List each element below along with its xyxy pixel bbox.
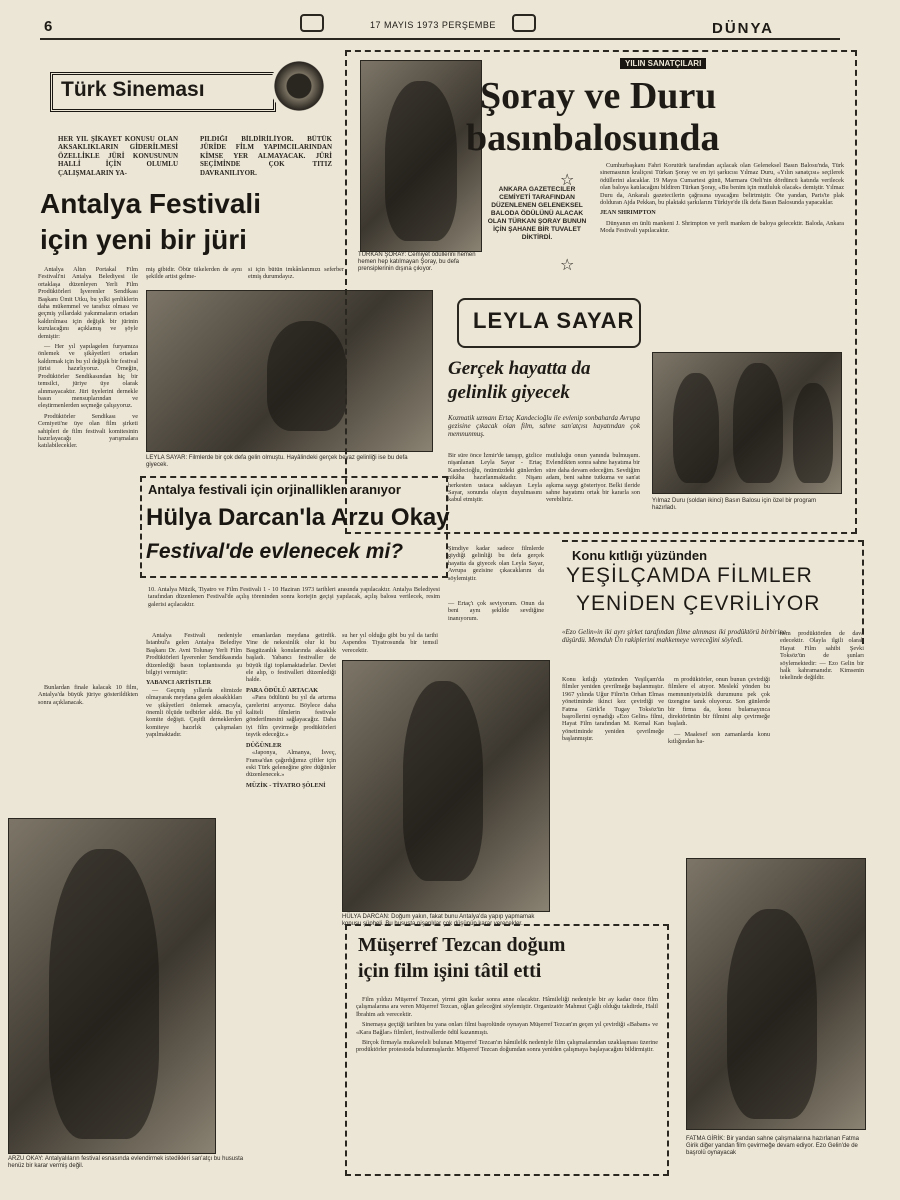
turk-sinemasi-logo: Türk Sineması	[50, 72, 276, 112]
hulya-arzu-lead: 10. Antalya Müzik, Tiyatro ve Film Festivali 1 - 10 Haziran 1973 tarihleri arasında yapılacaktır. Antalya Belediyesi tarafından düzenlenen Festival'de açılış töreninden sonra kortejin geçişi yapılacak, açılış balosu verilecek, resim galerisi açılacaktır.	[148, 586, 440, 608]
turkan-soray-photo	[360, 60, 482, 252]
soray-duru-deck: ANKARA GAZETECİLER CEMİYETİ TARAFINDAN DÜZENLENEN GELENEKSEL BALODA ÖDÜLÜNÜ ALACAK OLAN TÜRKAN ŞORAY BUNUN İÇİN ŞAHANE BİR TUVALET DİKTİRDİ.	[487, 186, 587, 241]
hulya-arzu-column-3: su her yıl olduğu gibi bu yıl da tarihi Aspendos Tiyatrosunda bir temsil verecektir.	[342, 632, 438, 654]
star-icon: ☆	[560, 172, 575, 189]
hulya-arzu-column-2: emanlardan meydana getirdik. Yine de nekesinlik olur ki bu Başgüzanlık konularında aksaklık başladı. Yabancı festivaller de büyük ilgi toplamaktadırlar. Devlet ele alıp, o festivalleri düzenlediği halde. PARA ÖDÜLÜ ARTACAK «Para ödülünü bu yıl da artırma çarelerini arıyoruz. Böylece daha kaliteli filmlerin festivale gönderilmesini sağlayacağız. Daha iyi film çevirmeğe prodüktörleri teşvik edeceğiz.» DÜĞÜNLER «Japonya, Almanya, İsveç, Fransa'dan çağırdığımız çiftler için eski Türk geleneğine göre düğünler düzenlenecek.» MÜZİK - TİYATRO ŞÖLENİ	[246, 632, 336, 789]
hulya-arzu-headline-1: Hülya Darcan'la Arzu Okay	[146, 504, 450, 531]
soray-duru-headline-2: basınbalosunda	[466, 117, 720, 159]
konu-kitligi-headline-2: YENİDEN ÇEVRİLİYOR	[576, 592, 821, 615]
paper-emblem-icon	[300, 14, 324, 32]
konu-kitligi-column-2: m prodüktörler, onun bunun çevirdiği filmlere el atıyor. Meslekî yönden bu memnuniyetsizlik durumunu pek çok üzengine tanık oluyoruz. Son günlerde bir firma da, konu bulamayınca direktörünün bir filmini alıp çevirmeğe başladı. — Maalesef son zamanlarda konu kıtlığından ha-	[668, 676, 770, 746]
leyla-sayar-headline-2: gelinlik giyecek	[448, 382, 570, 403]
fatma-girik-photo	[686, 858, 866, 1130]
antalya-jury-headline-2: için yeni bir jüri	[40, 224, 247, 255]
turk-sinemasi-intro-left: HER YIL ŞİKAYET KONUSU OLAN AKSAKLIKLARIN GİDERİLMESİ ÖZELLİKLE JÜRİ KONUSUNUN HALLİ İÇİN OLUMLU ÇALIŞMALARIN YA-	[58, 135, 178, 177]
konu-kitligi-lead: «Ezo Gelin»in iki ayrı şirket tarafından filme alınması iki prodüktörü birbirine düşürdü. Memduh Ün rakiplerini mahkemeye vereceğini söyledi.	[562, 628, 786, 645]
leyla-sayar-logo: LEYLA SAYAR	[457, 298, 641, 348]
hulya-arzu-column-1: Antalya Festivali nedeniyle İstanbul'a gelen Antalya Belediye Başkanı Dr. Avni Tolunay Yerli Film Prodüktörleri İşverenler Sendikasında düzenlediği basın toplantısında şu bilgiyi vermiştir: YABANCI ARTİSTLER — Geçmiş yıllarda elimizde olmayarak meydana gelen aksaklıkları ve şikâyetleri önlemek amacıyla, önemli ölçüde tedbirler aldık. Bu yıl komite değişti. Çeşitli derneklerden komiteye hazırlık çalışmaları yapılmaktadır.	[146, 632, 242, 739]
hulya-arzu-headline-2: Festival'de evlenecek mi?	[146, 540, 404, 563]
konu-kitligi-column-1: Konu kıtlığı yüzünden Yeşilçam'da filmler yeniden çevrilmeğe başlanmıştır. 1967 yılında Uğur Film'in Orhan Elmas yönetiminde ikinci kez çevirdiği ve Fatma Girik'le Tugay Toksöz'ün başrollerini oynadığı «Ezo Gelin» filmi, Hayat Film tarafından M. Kemal Kan yönetiminde yeniden çevrilmeğe başlanmıştır.	[562, 676, 664, 743]
masthead-paper-name: DÜNYA	[712, 20, 774, 37]
yilmaz-duru-photo-caption: Yılmaz Duru (soldan ikinci) Basın Balosu için özel bir program hazırladı.	[652, 498, 817, 511]
konu-kitligi-kicker: Konu kıtlığı yüzünden	[572, 548, 708, 563]
turkan-soray-photo-caption: TÜRKAN ŞORAY: Cemiyet ödüllerini hemen hemen hep katılmayan Şoray, bu defa prensiplerinin dışına çıkıyor.	[358, 252, 476, 272]
turk-sinemasi-intro-right: PILDIĞI BİLDİRİLİYOR. BÜTÜK JÜRİDE FİLM YAPIMCILARINDAN KİMSE YER ALMAYACAK. JÜRİ SEÇİMİNDE ÇOK TITIZ DAVRANILIYOR.	[200, 135, 332, 177]
leyla-sayar-body-1: Bir süre önce İzmir'de tanışıp, gizlice nişanlanan Leyla Sayar - Ertaç Kandecioğlu, önümüzdeki günlerden nikâha hazırlanmaktadır. Nişanı herkesten ustaca saklayan Leyla Sayar, sonunda olayın duyulmasını kabul etmiştir.	[448, 452, 542, 504]
hulya-arzu-kicker: Antalya festivali için orjinallikler aranıyor	[148, 482, 401, 497]
paper-emblem-icon-right	[512, 14, 536, 32]
leyla-sayar-body-4: Şimdiye kadar sadece filmlerde giydiği gelinliği bu defa gerçek hayatta da giyecek olan Leyla Sayar, Avrupa gezisine çıkacaklarını da söylemiştir.	[448, 545, 544, 582]
arzu-okay-photo	[8, 818, 216, 1154]
hulya-darcan-photo	[342, 660, 550, 912]
antalya-jury-headline-1: Antalya Festivali	[40, 188, 261, 219]
antalya-jury-body-column: Antalya Altın Portakal Film Festivali'ni Antalya Belediyesi ile ortaklaşa düzenleyen Yerli Film Prodüktörleri İşverenler Sendikası Başkanı Ümit Utku, bu yılki şenliklerin daha mükemmel ve tarafsız olması ve geçmiş yıllardaki yakınmaların ortadan kaldırılması için değişik bir jürinin kurulacağını açıklamış ve şöyle demiştir: — Her yıl yapılagelen furyamıza önlemek ve şikâyetleri ortadan kaldırmak için bu yıl değişik bir festival jürisi hazırlıyoruz. Örneğin, Prodüktörler Sendikasından hiç bir temsilci, jüriye üye olarak alınmayacaktır. Jüri üyelerini dernekle basın mensuplarından ve eleştirmenlerden seçmeğe çalışıyoruz. Prodüktörler Sendikası ve Cemiyeti'ne üye olan film şirketi sahipleri de film festivali komitesinin hazırlayacağı yarışmalara katılabilecekler.	[38, 266, 138, 450]
leyla-sayar-body-3: — Ertaç'ı çok seviyorum. Onun da beni aynı şekilde sevdiğine inanıyorum.	[448, 600, 544, 622]
leyla-sayar-headline-1: Gerçek hayatta da	[448, 358, 591, 379]
arzu-okay-photo-caption: ARZU OKAY: Antalyalıların festival esnasında evlendirmek istedikleri san'atçı bu hususta henüz bir karar vermiş değil.	[8, 1156, 244, 1169]
konu-kitligi-column-3: nem prodüktörden de dava edecektir. Olayla ilgili olarak Hayat Film sahibi Şevki Toksöz'ün de şunları söylemektedir: — Ezo Gelin bir halk kahramanıdır. Kimsenin tekelinde değildir.	[780, 630, 864, 682]
star-icon-2: ☆	[560, 257, 575, 274]
leyla-sayar-photo-caption: LEYLA SAYAR: Filmlerde bir çok defa gelin olmuştu. Hayâlindeki gerçek beyaz gelinliği ise bu defa giyecek.	[146, 455, 408, 468]
soray-duru-kicker: YILIN SANATÇILARI	[620, 58, 706, 69]
antalya-jury-mid-col-b: si için bütün imkânlarımızı seferber etmiş durumdayız.	[248, 266, 344, 281]
muserref-headline-1: Müşerref Tezcan doğum	[358, 934, 566, 956]
konu-kitligi-headline-1: YEŞİLÇAMDA FİLMLER	[566, 564, 813, 587]
soray-duru-body: Cumhurbaşkanı Fahri Korutürk tarafından açılacak olan Geleneksel Basın Balosu'nda, Türk sinemasının kraliçesi Türkan Şoray ve en iyi şarkıcısı Yılmaz Duru, «Yılın sanatçısı» seçilerek ödüllerini alacaklar. 19 Mayıs Cumartesi günü, Marmara Oteli'nin dördüncü katında verilecek olan baloya katılacağını bildiren Türkan Şoray, «Bu benim için mutluluk olacak» demiştir. Yılmaz Duru da, Ankaralı gazetecilerin çağrısına uyacağını belirtmiştir. Öte yandan, Paris'te plak dolduran Ajda Pekkan, bu plaktaki şarkılarını Türkiye'de ilk defa Basın Balosunda yapacaklar. JEAN SHRIMPTON Dünyanın en ünlü mankeni J. Shrimpton ve yerli manken de baloya gelecektir. Baloda, Ankara Moda Festivali yapılacaktır.	[600, 162, 844, 235]
soray-duru-headline-1: Şoray ve Duru	[480, 75, 717, 117]
film-reel-icon	[270, 58, 328, 114]
masthead-rule	[40, 38, 840, 40]
masthead-date: 17 MAYIS 1973 PERŞEMBE	[370, 20, 496, 30]
page-number: 6	[44, 18, 53, 35]
antalya-jury-body-column-2: Bunlardan finale kalacak 10 film, Antalya'da büyük jüriye gösterildikten sonra açıklanacak.	[38, 684, 138, 706]
leyla-sayar-lead: Kozmatik uzmanı Ertaç Kandecioğlu ile evlenip sonbaharda Avrupa gezisine çıkacak olan film, sahne san'atçısı hayatından çok memnunmuş.	[448, 414, 640, 438]
leyla-sayar-body-2: mutluluğu onun yanında bulmuşum. Evlendikten sonra sahne hayatıma bir süre daha devam edeceğim. Sevdiğim adam, beni sahne tutkuma ve san'at aşkıma saygı gösteriyor. Belki ileride sahne hayatımı ortak bir kararla son verebiliriz.	[546, 452, 640, 504]
fatma-girik-photo-caption: FATMA GİRİK: Bir yandan sahne çalışmalarına hazırlanan Fatma Girik diğer yandan film çevirmeğe devam ediyor. Ezo Gelin'de de başrolü oynayacak	[686, 1136, 859, 1156]
antalya-jury-mid-col-a: miş gibidir. Öbür üikelerden de aynı şekilde artist gelme-	[146, 266, 242, 281]
hulya-darcan-photo-caption: HÜLYA DARCAN: Doğum yakın, fakat bunu Antalya'da yapıp yapmamak konusu şüpheli. Bu hususta nişanlılar çok düşünüp karar verecekler.	[342, 914, 535, 927]
yilmaz-duru-photo	[652, 352, 842, 494]
muserref-body: Film yıldızı Müşerref Tezcan, yirmi gün kadar sonra anne olacaktır. Hâmileliği nedeniyle bir ay kadar önce film çalışmalarına ara veren Müşerref Tezcan, oğlan geleceğini söylemiştir. Organizatör Mahmut Çağlı olduğu takdirde, Halil İbrahim adı verecektir. Sinemaya geçtiği tarihten bu yana onları filmi başrolünde oynayan Müşerref Tezcan'ın geçen yıl çevirdiği «Babam» ve «Kara Bağlar» filmleri, festivallerde ödül kazanmıştı. Birçok firmayla mukaveleli bulunan Müşerref Tezcan'ın hâmilelik nedeniyle film çalışmalarından uzaklaşması üzerine prodüktörler protestoda bulunmuşlardır. Müşerref Tezcan doğumdan sonra yeniden çalışmaya başlayacağını bildirmiştir.	[356, 996, 658, 1054]
muserref-headline-2: için film işini tâtil etti	[358, 960, 542, 982]
